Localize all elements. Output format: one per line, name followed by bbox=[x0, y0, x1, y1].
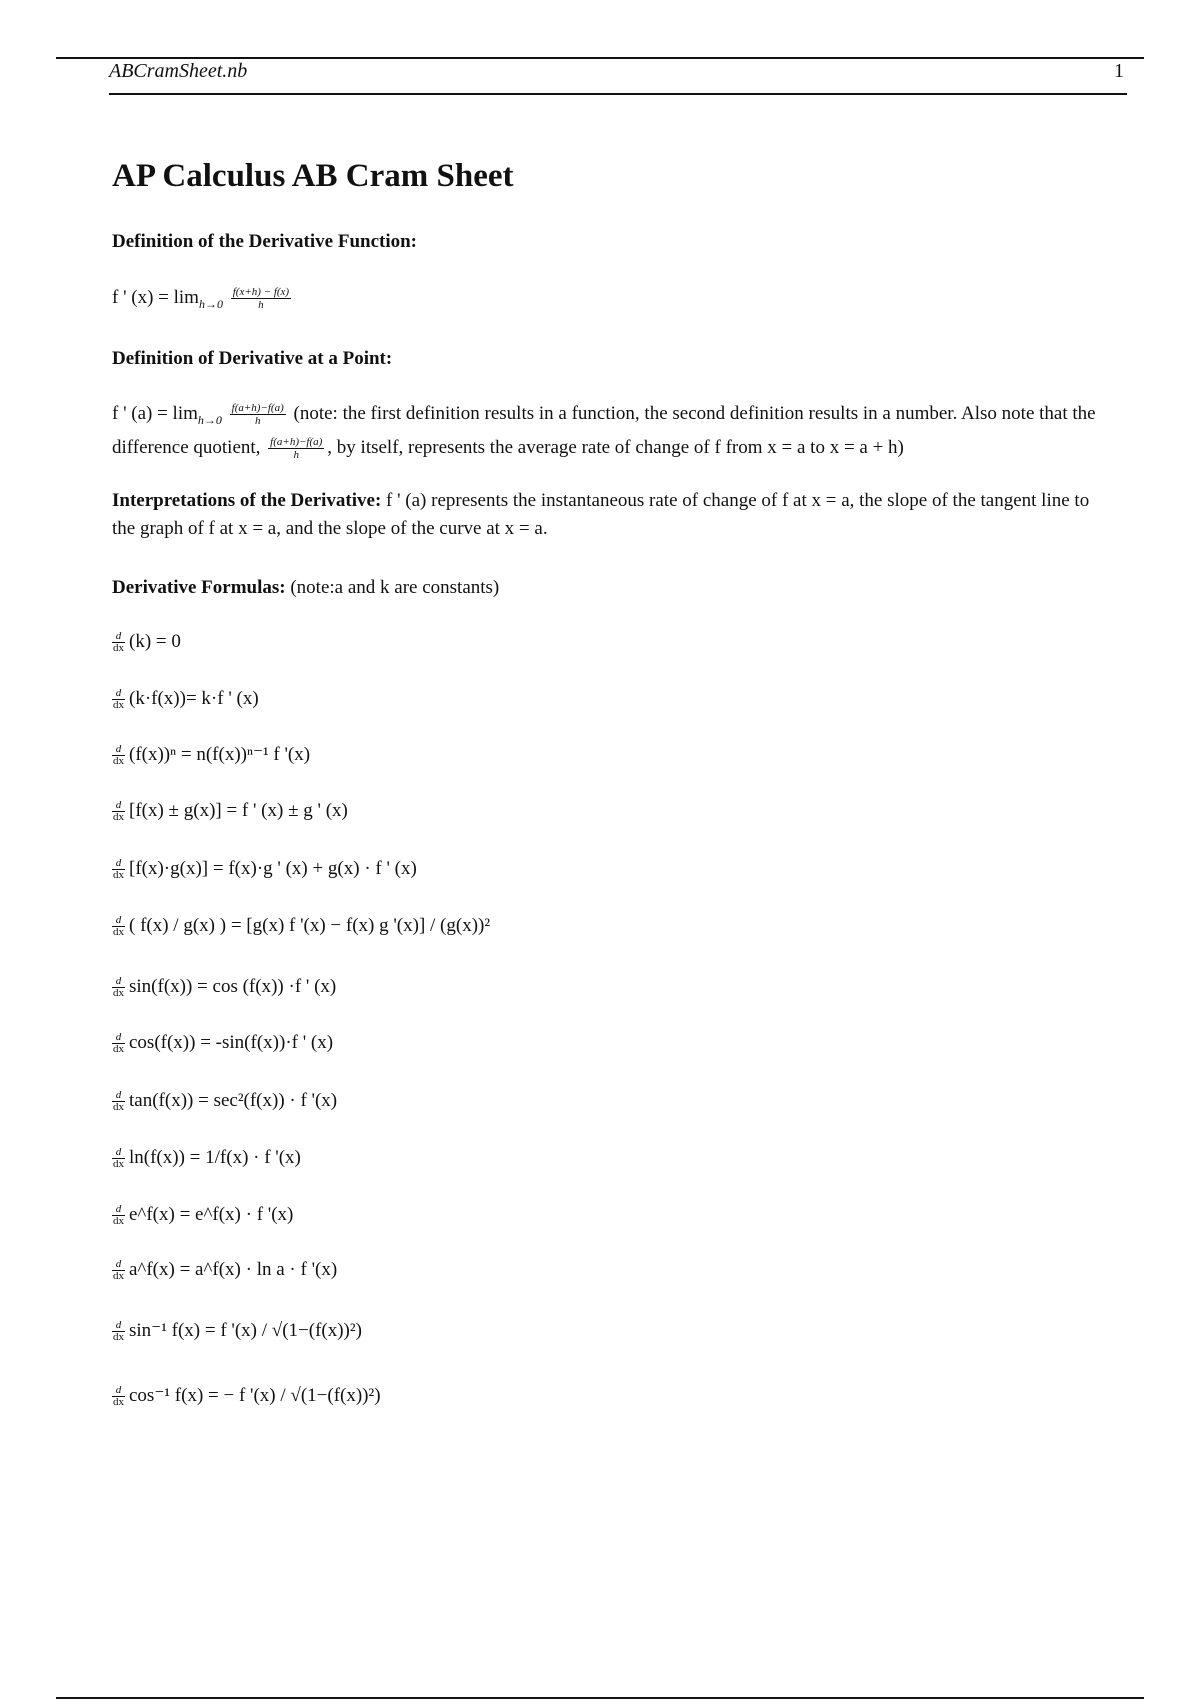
page-title: AP Calculus AB Cram Sheet bbox=[112, 158, 514, 194]
def-function-lhs: f ' (x) = lim bbox=[112, 287, 199, 308]
formula-item: $\frac{d}{dx}$ cos(f(x)) = -sin(f(x))·f ' (x) bbox=[113, 1031, 334, 1056]
formula-item: $\frac{d}{dx}$ [f(x) ± g(x)] = f ' (x) ± g ' (x) bbox=[113, 799, 348, 824]
def-function-formula bbox=[112, 284, 1112, 318]
formula-item: $\frac{d}{dx}$ (f(x))ⁿ = n(f(x))ⁿ⁻¹ f '(x) bbox=[113, 743, 311, 768]
def-function-fraction bbox=[231, 286, 291, 311]
difference-quotient-fraction bbox=[268, 436, 324, 461]
def-function-limit: h→0 bbox=[198, 296, 223, 311]
ddx-operator: $\frac{d}{dx}$ bbox=[113, 1258, 124, 1283]
def-point-limit: h→0 bbox=[197, 412, 222, 427]
fraction-denominator: h bbox=[293, 448, 299, 461]
def-point-lhs: f ' (a) = lim bbox=[112, 403, 198, 424]
def-point-heading: Definition of Derivative at a Point: bbox=[112, 348, 393, 369]
ddx-operator: $\frac{d}{dx}$ bbox=[113, 1319, 124, 1344]
ddx-operator: $\frac{d}{dx}$ bbox=[113, 687, 124, 712]
def-function-heading: Definition of the Derivative Function: bbox=[112, 231, 418, 252]
header-filename: ABCramSheet.nb bbox=[109, 60, 248, 82]
formula-item: $\frac{d}{dx}$ tan(f(x)) = sec²(f(x)) · f '(x) bbox=[113, 1089, 338, 1114]
formula-item: $\frac{d}{dx}$ e^f(x) = e^f(x) · f '(x) bbox=[113, 1203, 294, 1228]
formula-item: $\frac{d}{dx}$ sin⁻¹ f(x) = f '(x) / √(1−(f(x))²) bbox=[113, 1319, 362, 1344]
formula-item: $\frac{d}{dx}$ (k) = 0 bbox=[113, 630, 181, 655]
fraction-numerator: f(a+h)−f(a) bbox=[270, 435, 323, 448]
fraction-denominator: h bbox=[254, 415, 261, 428]
ddx-operator: $\frac{d}{dx}$ bbox=[113, 1146, 124, 1171]
def-point-paragraph bbox=[112, 400, 1112, 462]
formula-item: $\frac{d}{dx}$ ( f(x) / g(x) ) = [g(x) f '(x) − f(x) g '(x)] / (g(x))² bbox=[113, 914, 491, 939]
interpretations-paragraph bbox=[112, 487, 1112, 543]
ddx-operator: $\frac{d}{dx}$ bbox=[113, 975, 124, 1000]
page-bottom-rule bbox=[56, 1697, 1144, 1699]
fraction-numerator: f(a+h)−f(a) bbox=[231, 402, 284, 415]
ddx-operator: $\frac{d}{dx}$ bbox=[113, 1089, 124, 1114]
ddx-operator: $\frac{d}{dx}$ bbox=[113, 1031, 124, 1056]
derivative-formulas-note: (note:a and k are constants) bbox=[290, 577, 500, 598]
def-point-note-2: , by itself, represents the average rate of change of f from x = a to x = a + h) bbox=[327, 436, 904, 458]
page-top-rule bbox=[56, 57, 1144, 59]
ddx-operator: $\frac{d}{dx}$ bbox=[113, 630, 124, 655]
derivative-formulas-heading-line bbox=[112, 574, 1112, 602]
def-point-note-1: (note: the first definition results in a function, the second definition results in a number. Also note that the difference quotient, bbox=[112, 403, 1096, 458]
ddx-operator: $\frac{d}{dx}$ bbox=[113, 914, 124, 939]
ddx-operator: $\frac{d}{dx}$ bbox=[113, 1203, 124, 1228]
formula-item: $\frac{d}{dx}$ [f(x)·g(x)] = f(x)·g ' (x) + g(x) · f ' (x) bbox=[113, 857, 417, 882]
formula-item: $\frac{d}{dx}$ sin(f(x)) = cos (f(x)) ·f ' (x) bbox=[113, 975, 337, 1000]
def-point-fraction bbox=[230, 402, 286, 427]
formula-item: $\frac{d}{dx}$ cos⁻¹ f(x) = − f '(x) / √(1−(f(x))²) bbox=[113, 1384, 381, 1409]
fraction-numerator: f(x+h) − f(x) bbox=[232, 286, 290, 299]
ddx-operator: $\frac{d}{dx}$ bbox=[113, 743, 124, 768]
interpretations-heading: Interpretations of the Derivative: bbox=[112, 490, 382, 511]
derivative-formulas-heading: Derivative Formulas: bbox=[112, 577, 286, 598]
ddx-operator: $\frac{d}{dx}$ bbox=[113, 799, 124, 824]
ddx-operator: $\frac{d}{dx}$ bbox=[113, 857, 124, 882]
formula-item: $\frac{d}{dx}$ (k·f(x))= k·f ' (x) bbox=[113, 687, 259, 712]
interpretations-text: f ' (a) represents the instantaneous rate of change of f at x = a, the slope of the tangent line to the graph of f at x = a, and the slope of the curve at x = a. bbox=[112, 490, 1090, 539]
formula-item: $\frac{d}{dx}$ a^f(x) = a^f(x) · ln a · f '(x) bbox=[113, 1258, 338, 1283]
formula-item: $\frac{d}{dx}$ ln(f(x)) = 1/f(x) · f '(x) bbox=[113, 1146, 301, 1171]
fraction-denominator: h bbox=[258, 299, 264, 312]
header-rule bbox=[109, 93, 1127, 95]
ddx-operator: $\frac{d}{dx}$ bbox=[113, 1384, 124, 1409]
header-page-number: 1 bbox=[1114, 60, 1124, 82]
